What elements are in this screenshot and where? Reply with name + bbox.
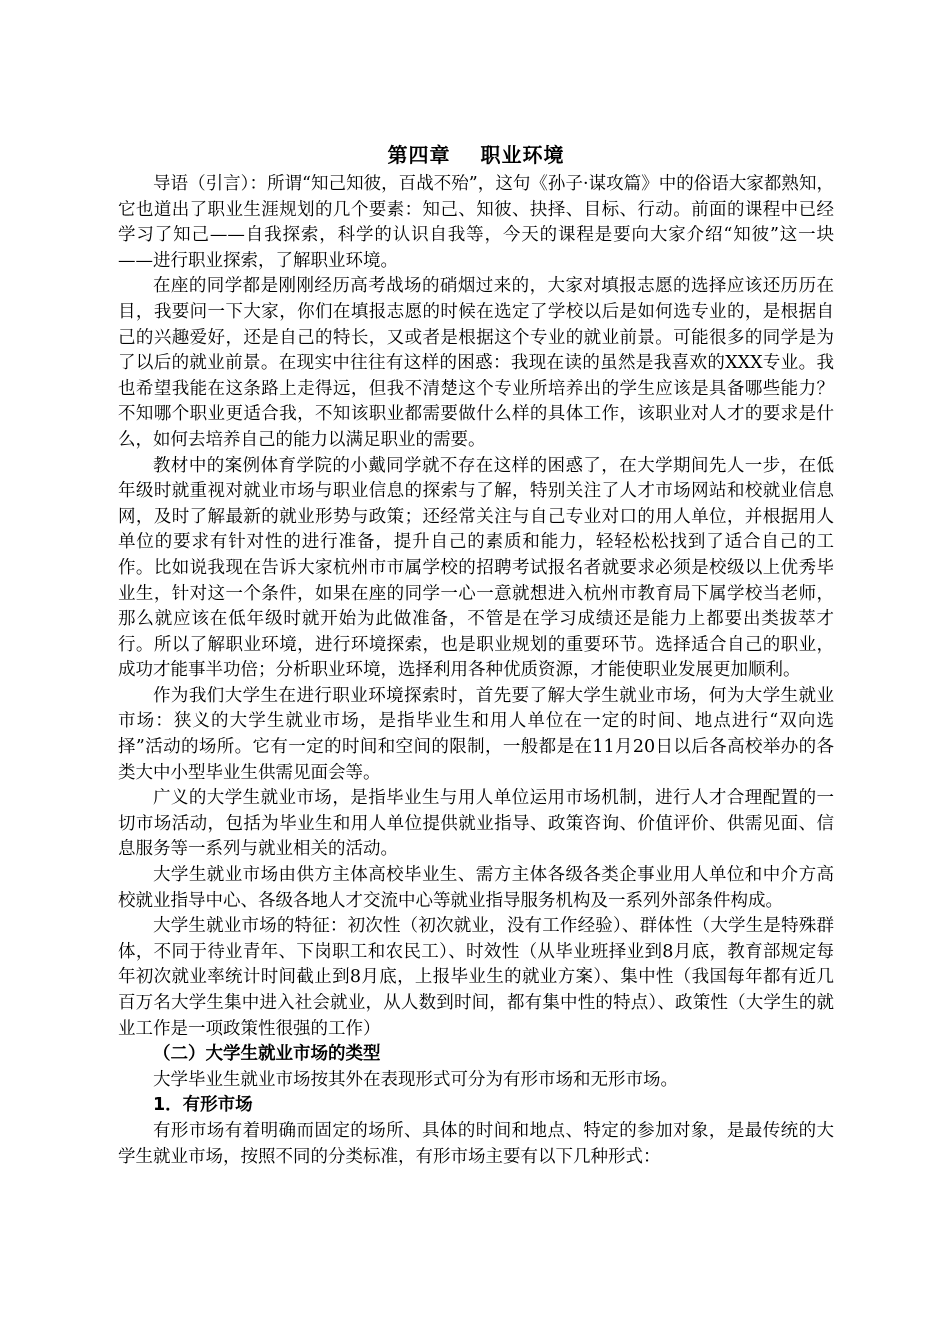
chapter-name: 职业环境 — [480, 143, 565, 167]
paragraph-intro: 导语（引言）：所谓“知己知彼，百战不殆”，这句《孙子·谋攻篇》中的俗语大家都熟知，它也道出了职业生涯规划的几个要素：知己、知彼、抉择、目标、行动。前面的课程中已经学习了知己——自我探索，科学的认识自我等，今天的课程是要向大家介绍“知彼”这一块——进行职业探索，了解职业环境。 — [118, 174, 834, 271]
chapter-title — [118, 138, 834, 172]
paragraph-8: 大学毕业生就业市场按其外在表现形式可分为有形市场和无形市场。 — [153, 1069, 678, 1090]
paragraph-4: 作为我们大学生在进行职业环境探索时，首先要了解大学生就业市场，何为大学生就业市场：狭义的大学生就业市场，是指毕业生和用人单位在一定的时间、地点进行“双向选择”活动的场所。它有一定的时间和空间的限制，一般都是在11月20日以后各高校举办的各类大中小型毕业生供需见面会等。 — [118, 685, 834, 783]
document-body — [118, 138, 834, 1170]
section-heading-market-types: （二）大学生就业市场的类型 — [153, 1044, 381, 1065]
paragraph-3: 教材中的案例体育学院的小戴同学就不存在这样的困惑了，在大学期间先人一步，在低年级时就重视对就业市场与职业信息的探索与了解，特别关注了人才市场网站和校就业信息网，及时了解最新的就业形势与政策；还经常关注与自己专业对口的用人单位，并根据用人单位的要求有针对性的进行准备，提升自己的素质和能力，轻轻松松找到了适合自己的工作。比如说我现在告诉大家杭州市市属学校的招聘考试报名者就要求必须是校级以上优秀毕业生，针对这一个条件，如果在座的同学一心一意就想进入杭州市教育局下属学校当老师，那么就应该在低年级时就开始为此做准备，不管是在学习成绩还是能力上都要出类拔萃才行。所以了解职业环境，进行环境探索，也是职业规划的重要环节。选择适合自己的职业，成功才能事半功倍；分析职业环境，选择利用各种优质资源，才能使职业发展更加顺利。 — [118, 455, 834, 681]
paragraph-2: 在座的同学都是刚刚经历高考战场的硝烟过来的，大家对填报志愿的选择应该还历历在目，我要问一下大家，你们在填报志愿的时候在选定了学校以后是如何选专业的，是根据自己的兴趣爱好，还是自己的特长，又或者是根据这个专业的就业前景。可能很多的同学是为了以后的就业前景。在现实中往往有这样的困惑：我现在读的虽然是我喜欢的XXX专业。我也希望我能在这条路上走得远，但我不清楚这个专业所培养出的学生应该是具备哪些能力？不知哪个职业更适合我，不知该职业都需要做什么样的具体工作，该职业对人才的要求是什么，如何去培养自己的能力以满足职业的需要。 — [118, 276, 834, 450]
paragraph-6: 大学生就业市场由供方主体高校毕业生、需方主体各级各类企事业用人单位和中介方高校就业指导中心、各级各地人才交流中心等就业指导服务机构及一系列外部条件构成。 — [118, 865, 834, 911]
subsection-heading-tangible-market: 1．有形市场 — [153, 1095, 253, 1116]
paragraph-5: 广义的大学生就业市场，是指毕业生与用人单位运用市场机制，进行人才合理配置的一切市场活动，包括为毕业生和用人单位提供就业指导、政策咨询、价值评价、供需见面、信息服务等一系列与就业相关的活动。 — [118, 788, 834, 860]
paragraph-9: 有形市场有着明确而固定的场所、具体的时间和地点、特定的参加对象，是最传统的大学生就业市场，按照不同的分类标准，有形市场主要有以下几种形式： — [118, 1120, 834, 1167]
chapter-number: 第四章 — [387, 143, 451, 167]
paragraph-7: 大学生就业市场的特征：初次性（初次就业，没有工作经验）、群体性（大学生是特殊群体，不同于待业青年、下岗职工和农民工）、时效性（从毕业班择业到8月底，教育部规定每年初次就业率统计时间截止到8月底，上报毕业生的就业方案）、集中性（我国每年都有近几百万名大学生集中进入社会就业，从人数到时间，都有集中性的特点）、政策性（大学生的就业工作是一项政策性很强的工作） — [118, 916, 834, 1039]
